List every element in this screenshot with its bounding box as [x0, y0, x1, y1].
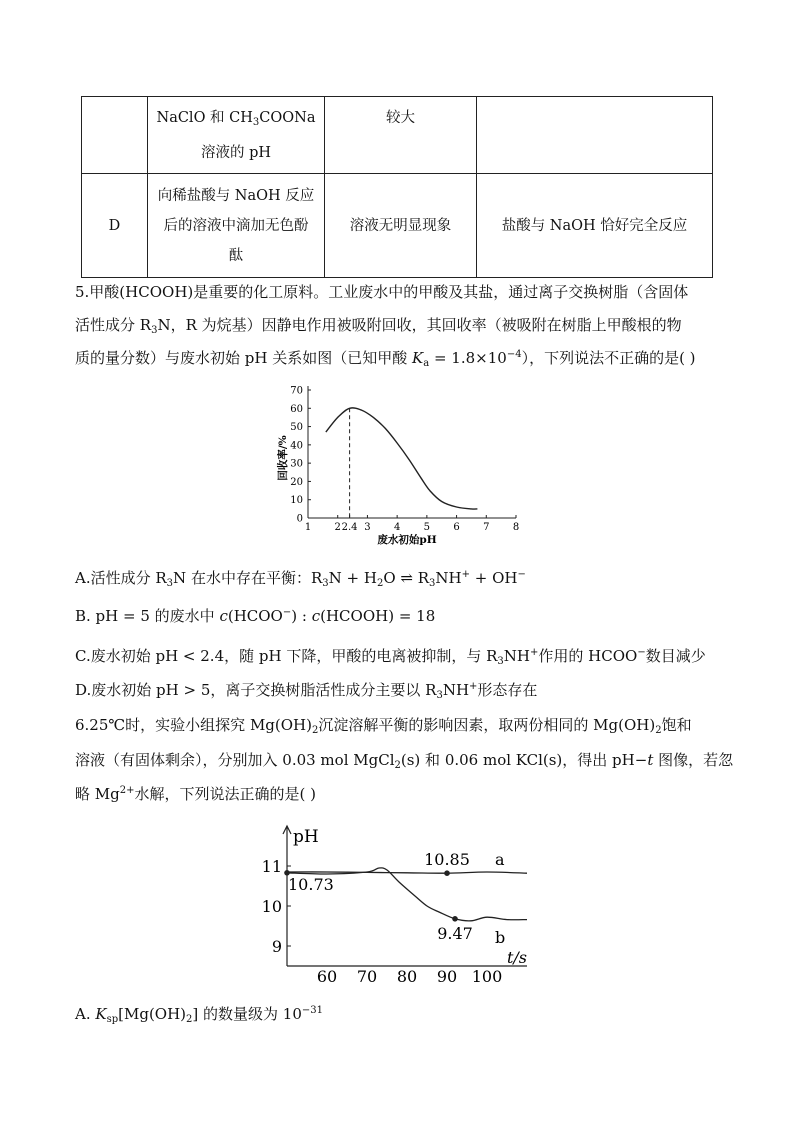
x-tick-label: 90	[436, 967, 458, 986]
table-cell: 向稀盐酸与 NaOH 反应 后的溶液中滴加无色酚 酞	[148, 174, 325, 278]
q5-line2: 活性成分 $R_3N$，R 为烷基）因静电作用被吸附回收，其回收率（被吸附在树脂上甲酸根的物	[75, 316, 682, 336]
experiment-table	[81, 96, 713, 278]
x-tick-label: 4	[393, 522, 401, 533]
data-label: 10.73	[288, 874, 334, 894]
table-cell: D	[82, 174, 148, 278]
y-tick-label: 10	[290, 495, 303, 507]
y-tick-label: 60	[290, 403, 303, 415]
q5-option-b: B. pH = 5 的废水中 c(HCOO−) : c(HCOOH) = 18	[75, 607, 436, 625]
x-tick-label: 1	[304, 522, 312, 533]
x-axis-label: t/s	[506, 948, 528, 967]
table-row	[82, 174, 713, 278]
recovery-rate-chart	[270, 380, 530, 555]
y-tick-label: 70	[290, 385, 303, 397]
y-tick-label: 11	[262, 857, 282, 876]
q6-line3: 略 $Mg^{2+}$水解，下列说法正确的是( )	[75, 785, 316, 803]
y-tick-label: 40	[290, 440, 303, 452]
x-tick-label: 60	[316, 967, 338, 986]
recovery-curve	[326, 408, 478, 509]
y-tick-label: 30	[290, 458, 303, 470]
y-tick-label: 0	[296, 513, 303, 525]
series-label-a: a	[495, 850, 505, 869]
x-axis-label: 废水初始pH	[377, 534, 437, 546]
q5-line3: 质的量分数）与废水初始 pH 关系如图（已知甲酸 $K_a = 1.8\times 10^{-4}$），下列说法不正确的是( )	[75, 349, 696, 369]
q5-line1: 5.甲酸(HCOOH)是重要的化工原料。工业废水中的甲酸及其盐，通过离子交换树脂（含固体	[75, 283, 689, 301]
y-tick-label: 10	[262, 897, 282, 916]
x-tick-label: 100	[471, 967, 503, 986]
q5-option-a: A.活性成分 $R_3N$ 在水中存在平衡：$R_3N + H_2O$ ⇌ $R_3NH^+ + OH^-$	[75, 569, 526, 589]
x-tick-label: 2	[334, 522, 341, 533]
table-cell: NaClO 和 $CH_3COONa$ 溶液的 pH	[148, 97, 325, 174]
q5-option-d: D.废水初始 pH > 5，离子交换树脂活性成分主要以 $R_3NH^+$形态存在	[75, 681, 538, 701]
x-tick-label: 70	[356, 967, 378, 986]
x-tick-label: 5	[423, 522, 431, 533]
y-tick-label: 9	[271, 937, 282, 956]
x-tick-label: 8	[512, 522, 520, 533]
y-axis-label: 回收率/%	[277, 435, 289, 481]
q5-option-c: C.废水初始 pH < 2.4，随 pH 下降，甲酸的电离被抑制，与 $R_3NH^+$作用的 HCOO−数目减少	[75, 647, 706, 667]
x-tick-label: 6	[453, 522, 460, 533]
x-tick-label: 3	[364, 522, 371, 533]
ph-time-chart	[262, 818, 552, 993]
data-label: 9.47	[437, 923, 473, 943]
table-cell	[477, 97, 713, 174]
table-cell: 溶液无明显现象	[325, 174, 477, 278]
y-axis-label: pH	[293, 827, 319, 847]
q6-option-a: A. $K_{sp}[Mg(OH)_2]$ 的数量级为 $10^{-31}$	[75, 1005, 324, 1025]
x-tick-label: 2.4	[341, 522, 358, 533]
table-row	[82, 97, 713, 174]
table-cell	[82, 97, 148, 174]
table-cell: 盐酸与 NaOH 恰好完全反应	[477, 174, 713, 278]
table-cell: 较大	[325, 97, 477, 174]
q6-line1: 6.25℃时，实验小组探究 $Mg(OH)_2$沉淀溶解平衡的影响因素，取两份相同的 $Mg(OH)_2$饱和	[75, 716, 692, 736]
y-tick-label: 20	[290, 476, 303, 488]
data-point	[444, 870, 450, 876]
data-point	[452, 916, 458, 922]
series-label-b: b	[495, 928, 506, 948]
q6-line2: 溶液（有固体剩余），分别加入 0.03 mol MgCl$_2$(s) 和 0.06 mol KCl(s)，得出 pH−t 图像，若忽	[75, 751, 734, 771]
series-a-curve	[287, 872, 527, 873]
data-label: 10.85	[424, 850, 470, 870]
x-tick-label: 7	[483, 522, 490, 533]
x-tick-label: 80	[396, 967, 418, 986]
y-tick-label: 50	[290, 422, 303, 434]
